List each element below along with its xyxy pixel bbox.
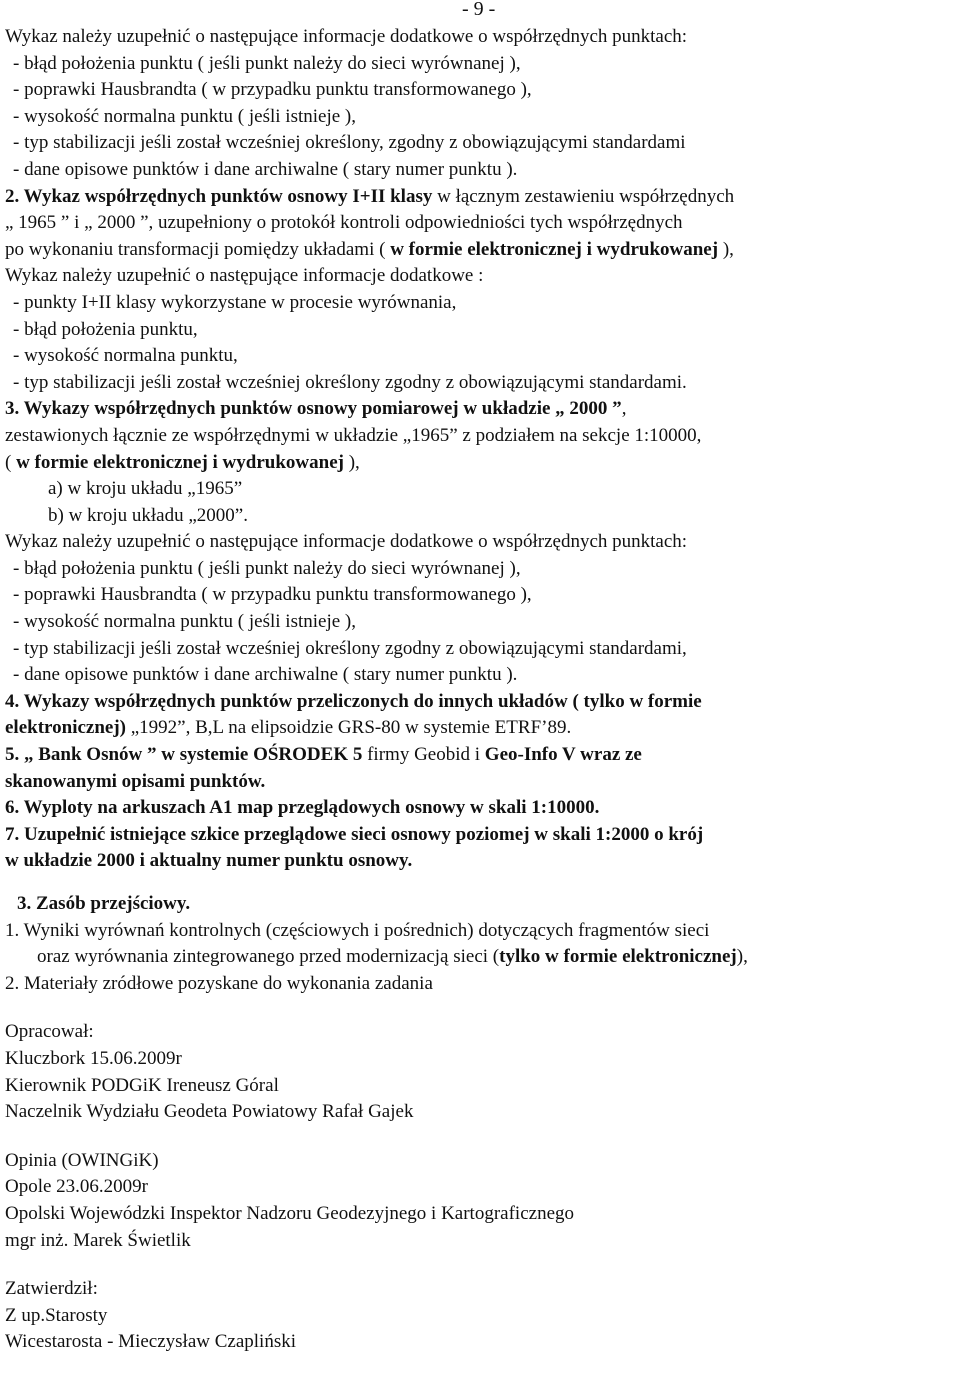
list-item: - błąd położenia punktu ( jeśli punkt należy do sieci wyrównanej ), (13, 52, 521, 74)
list-item: - dane opisowe punktów i dane archiwalne ( stary numer punktu ). (13, 664, 518, 686)
section2-intro: Wykaz należy uzupełnić o następujące informacje dodatkowe : (5, 265, 484, 287)
opracowal-label: Opracował: (5, 1021, 94, 1043)
section7-line2: w układzie 2000 i aktualny numer punktu osnowy. (5, 850, 413, 872)
document-body (5, 24, 957, 1356)
section4-line2: elektronicznej) „1992”, B,L na elipsoidzie GRS-80 w systemie ETRF’89. (5, 717, 572, 739)
list-item: - typ stabilizacji jeśli został wcześniej określony zgodny z obowiązującymi standardami, (13, 637, 687, 659)
place-date: Opole 23.06.2009r (5, 1176, 149, 1198)
signatory: Z up.Starosty (5, 1304, 108, 1326)
section3-line3: ( w formie elektronicznej i wydrukowanej ), (5, 451, 360, 473)
zatwierdzil-label: Zatwierdził: (5, 1278, 98, 1300)
section6-title: 6. Wyploty na arkuszach A1 map przeglądowych osnowy w skali 1:10000. (5, 797, 600, 819)
list-item: - dane opisowe punktów i dane archiwalne ( stary numer punktu ). (13, 158, 518, 180)
list-item: - poprawki Hausbrandta ( w przypadku punktu transformowanego ), (13, 584, 532, 606)
list-item: - typ stabilizacji jeśli został wcześniej określony zgodny z obowiązującymi standardami. (13, 371, 687, 393)
zasob-item-2: 2. Materiały zródłowe pozyskane do wykonania zadania (5, 972, 433, 994)
spacer (5, 1126, 957, 1148)
list-item: - wysokość normalna punktu ( jeśli istnieje ), (13, 611, 356, 633)
spacer (5, 997, 957, 1019)
signatory: Naczelnik Wydziału Geodeta Powiatowy Rafał Gajek (5, 1101, 414, 1123)
list-item: - poprawki Hausbrandta ( w przypadku punktu transformowanego ), (13, 79, 532, 101)
section5-line2: skanowanymi opisami punktów. (5, 770, 266, 792)
section2-line3: po wykonaniu transformacji pomiędzy układami ( w formie elektronicznej i wydrukowanej ), (5, 238, 734, 260)
list-item: - typ stabilizacji jeśli został wcześniej określony, zgodny z obowiązującymi standardami (13, 132, 686, 154)
section7-title: 7. Uzupełnić istniejące szkice przeglądowe sieci osnowy poziomej w skali 1:2000 o krój (5, 823, 704, 845)
page-number: - 9 - (462, 0, 496, 20)
spacer (5, 875, 957, 891)
signatory-name: Wicestarosta - Mieczysław Czapliński (5, 1331, 297, 1353)
section5-title: 5. „ Bank Osnów ” w systemie OŚRODEK 5 firmy Geobid i Geo-Info V wraz ze (5, 744, 642, 766)
opinia-label: Opinia (OWINGiK) (5, 1149, 159, 1171)
signatory: Opolski Wojewódzki Inspektor Nadzoru Geodezyjnego i Kartograficznego (5, 1202, 574, 1224)
section3-sub-a: a) w kroju układu „1965” (48, 478, 243, 500)
spacer (5, 1254, 957, 1276)
block1-intro: Wykaz należy uzupełnić o następujące informacje dodatkowe o współrzędnych punktach: (5, 26, 688, 47)
list-item: - błąd położenia punktu, (13, 318, 198, 340)
zasob-item-1: 1. Wyniki wyrównań kontrolnych (częściowych i pośrednich) dotyczących fragmentów sieci (5, 919, 710, 941)
zasob-item-1-continued: oraz wyrównania zintegrowanego przed modernizacją sieci ( tylko w formie elektronicznej ), (37, 946, 748, 968)
list-item: - błąd położenia punktu ( jeśli punkt należy do sieci wyrównanej ), (13, 557, 521, 579)
list-item: - punkty I+II klasy wykorzystane w procesie wyrównania, (13, 291, 457, 313)
place-date: Kluczbork 15.06.2009r (5, 1047, 182, 1069)
section3-intro: Wykaz należy uzupełnić o następujące informacje dodatkowe o współrzędnych punktach: (5, 531, 688, 553)
section4-title: 4. Wykazy współrzędnych punktów przeliczonych do innych układów ( tylko w formie (5, 690, 702, 712)
section3-sub-b: b) w kroju układu „2000”. (48, 504, 248, 526)
signatory: Kierownik PODGiK Ireneusz Góral (5, 1074, 279, 1096)
section2-title: 2. Wykaz współrzędnych punktów osnowy I+II klasy w łącznym zestawieniu współrzędnych (5, 185, 735, 207)
signatory-name: mgr inż. Marek Świetlik (5, 1229, 191, 1251)
section2-line2: „ 1965 ” i „ 2000 ”, uzupełniony o protokół kontroli odpowiedniości tych współrzędnych (5, 212, 683, 234)
section3-title: 3. Wykazy współrzędnych punktów osnowy pomiarowej w układzie „ 2000 ” , (5, 398, 627, 420)
list-item: - wysokość normalna punktu, (13, 345, 238, 367)
zasob-heading: 3. Zasób przejściowy. (17, 893, 191, 914)
list-item: - wysokość normalna punktu ( jeśli istnieje ), (13, 105, 356, 127)
section3-line2: zestawionych łącznie ze współrzędnymi w układzie „1965” z podziałem na sekcje 1:10000, (5, 424, 702, 446)
